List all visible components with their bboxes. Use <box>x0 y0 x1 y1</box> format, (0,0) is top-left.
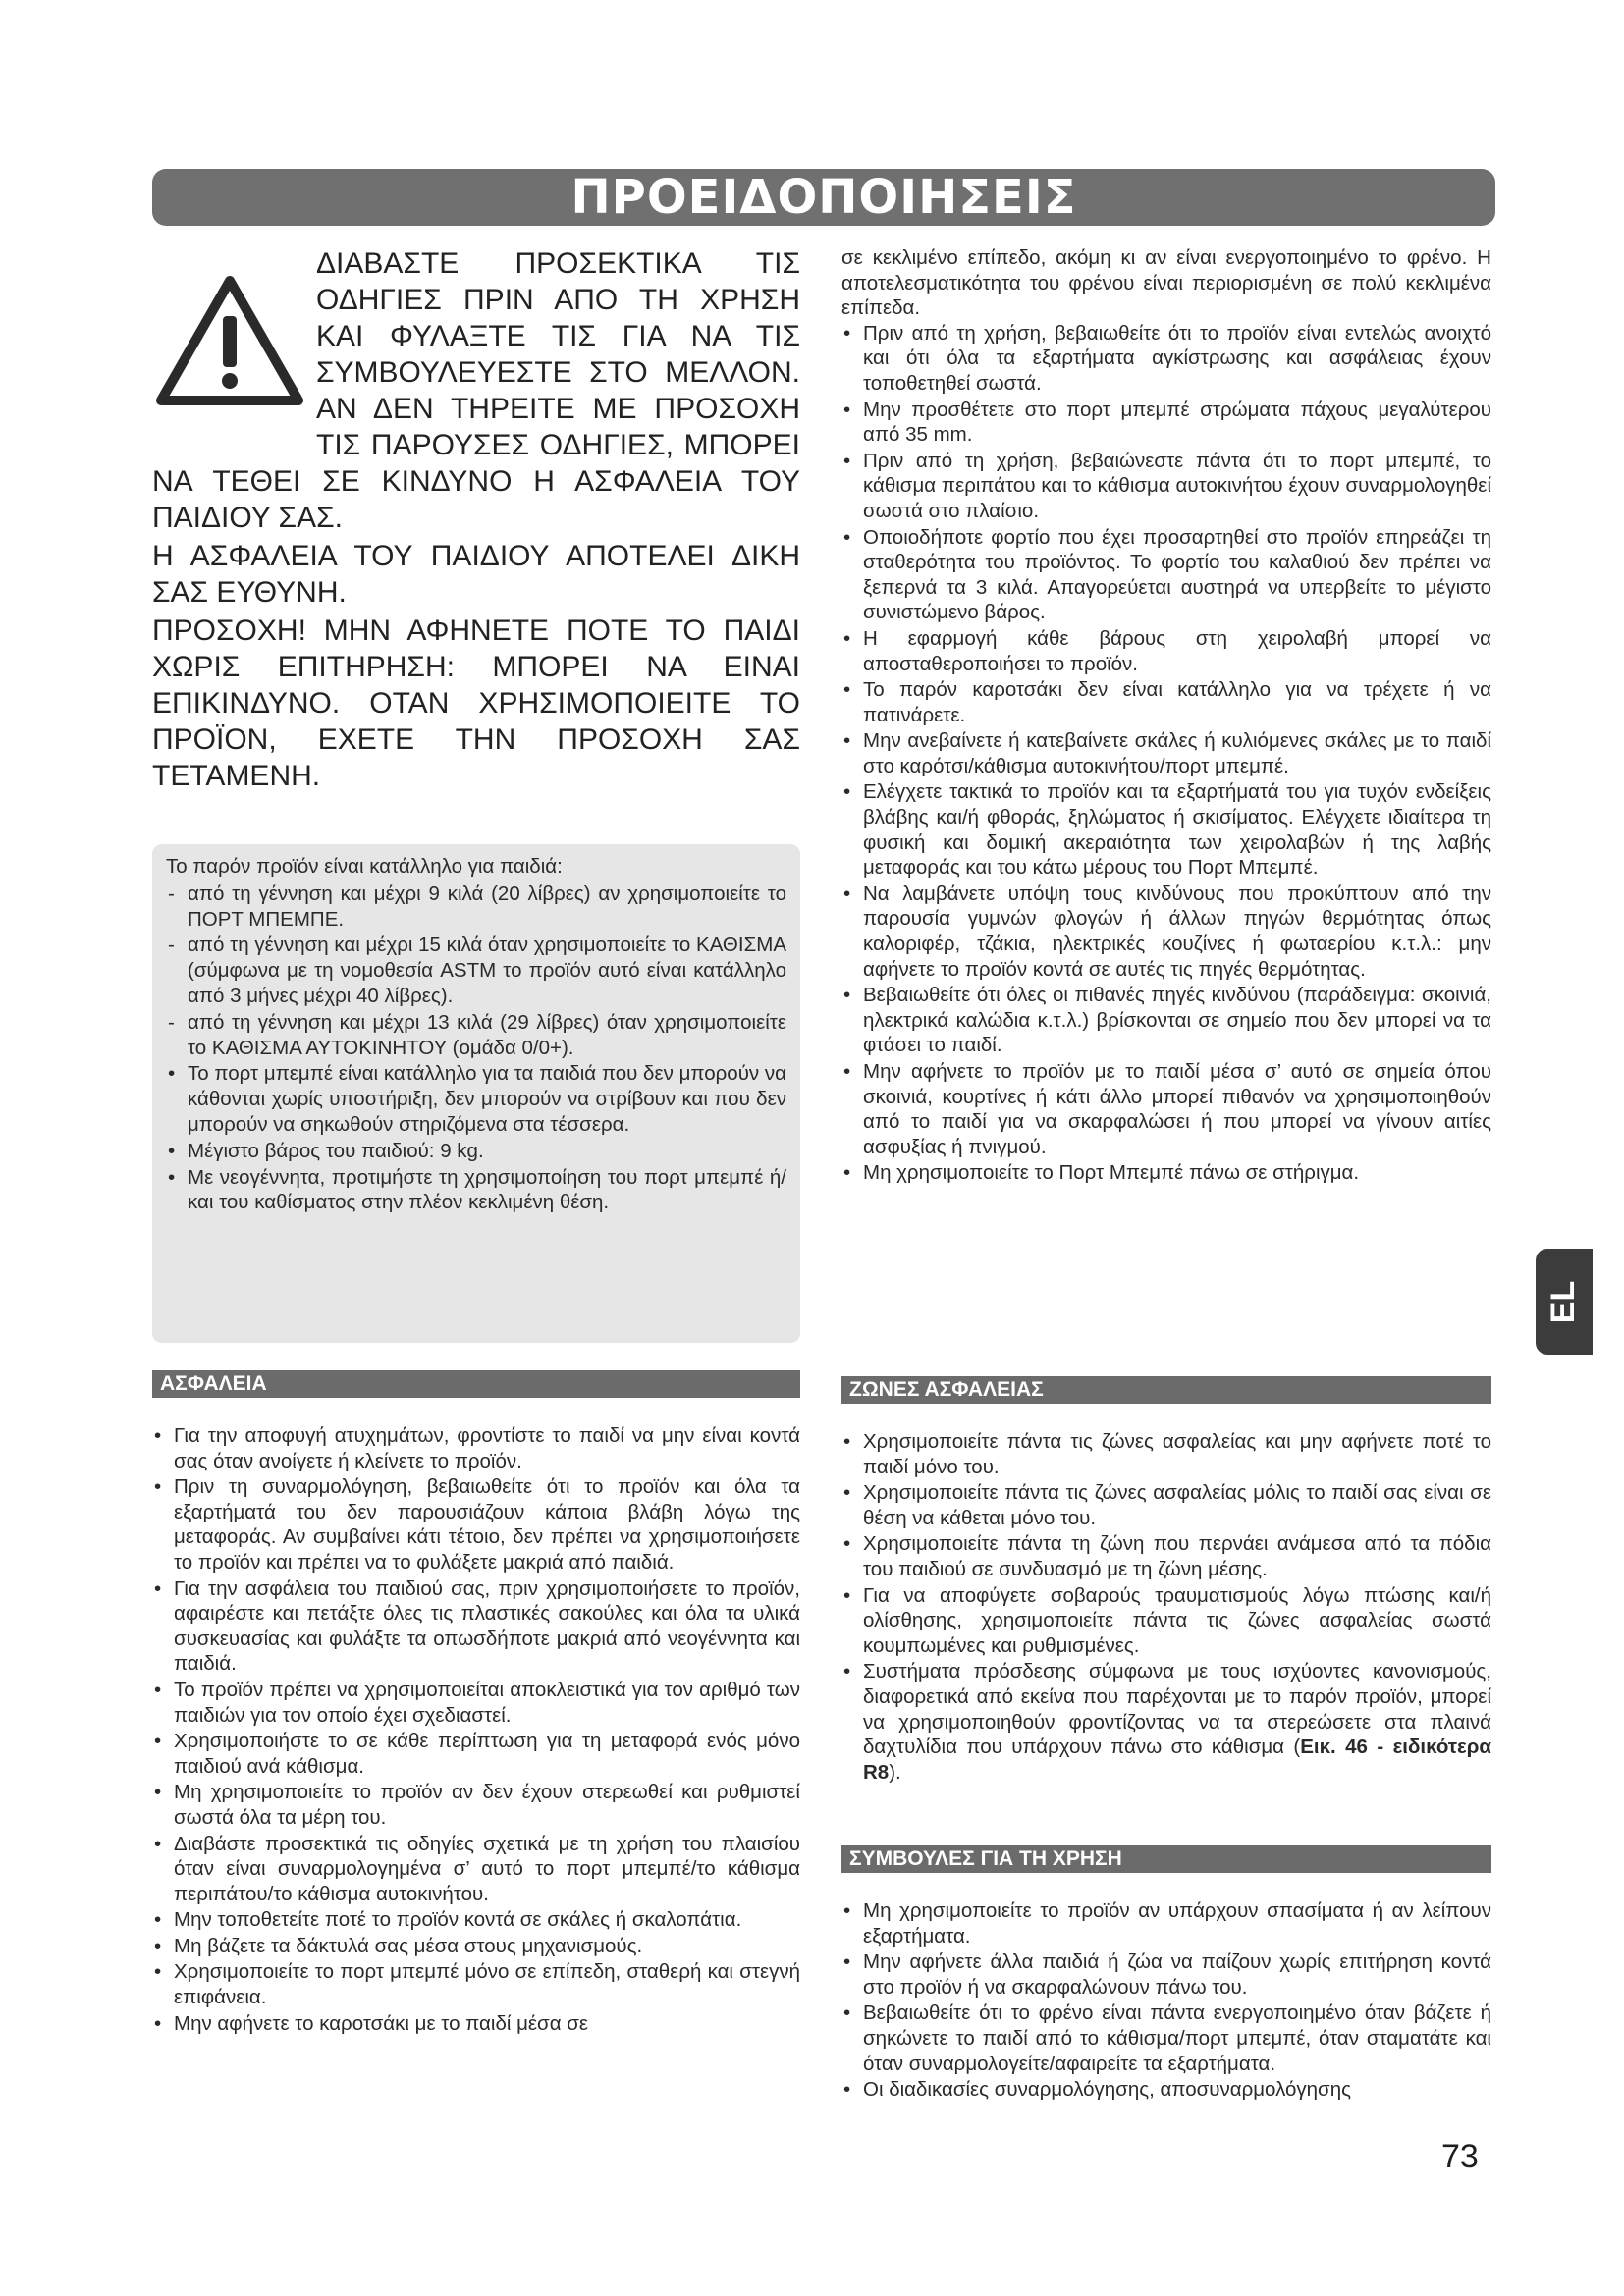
list-item: • Μη χρησιμοποιείτε το προϊόν αν υπάρχουν σπασίματα ή αν λείπουν εξαρτήματα. <box>843 1899 1491 1948</box>
list-item: • Διαβάστε προσεκτικά τις οδηγίες σχετικά με τη χρήση του πλαισίου όταν είναι συναρμολογημένα σ’ αυτό το πορτ μπεμπέ/το κάθισμα περιπάτου/το κάθισμα αυτοκινήτου. <box>154 1832 800 1905</box>
list-item: - από τη γέννηση και μέχρι 15 κιλά όταν χρησιμοποιείτε το ΚΑΘΙΣΜΑ (σύμφωνα με τη νομοθεσία ASTM το προϊόν αυτό είναι κατάλληλο από 3 μήνες μέχρι 40 λίβρες). <box>168 934 786 1007</box>
warning-paragraph: ΠΡΟΣΟΧΗ! ΜΗΝ ΑΦΗΝΕΤΕ ΠΟΤΕ ΤΟ ΠΑΙΔΙ ΧΩΡΙΣ ΕΠΙΤΗΡΗΣΗ: ΜΠΟΡΕΙ ΝΑ ΕΙΝΑΙ ΕΠΙΚΙΝΔΥΝΟ. ΟΤΑΝ ΧΡΗΣΙΜΟΠΟΙΕΙΤΕ ΤΟ ΠΡΟΪΟΝ, ΕΧΕΤΕ ΤΗΝ ΠΡΟΣΟΧΗ ΣΑΣ ΤΕΤΑΜΕΝΗ. <box>152 614 800 792</box>
right-top-column <box>841 245 1491 1187</box>
list-item: • Το παρόν καροτσάκι δεν είναι κατάλληλο για να τρέχετε ή να πατινάρετε. <box>843 678 1491 726</box>
language-tab <box>1536 1249 1593 1355</box>
list-item: - από τη γέννηση και μέχρι 9 κιλά (20 λίβρες) αν χρησιμοποιείτε το ΠΟΡΤ ΜΠΕΜΠΕ. <box>168 881 786 931</box>
list-item: • Μέγιστο βάρος του παιδιού: 9 kg. <box>168 1139 484 1162</box>
list-item: • Βεβαιωθείτε ότι όλες οι πιθανές πηγές κινδύνου (παράδειγμα: σκοινιά, ηλεκτρικά καλώδια κ.τ.λ.) βρίσκονται σε σημείο που δεν μπορεί να τα φτάσει το παιδί. <box>843 984 1491 1057</box>
language-code: EL <box>1544 1280 1583 1323</box>
list-item: - από τη γέννηση και μέχρι 13 κιλά (29 λίβρες) όταν χρησιμοποιείτε το ΚΑΘΙΣΜΑ ΑΥΤΟΚΙΝΗΤΟΥ (ομάδα 0/0+). <box>168 1010 786 1059</box>
list-item: • Χρησιμοποιείτε πάντα τη ζώνη που περνάει ανάμεσα από τα πόδια του παιδιού σε συνδυασμό με τη ζώνη μέσης. <box>843 1532 1491 1580</box>
list-item: • Μην αφήνετε άλλα παιδιά ή ζώα να παίζουν χωρίς επιτήρηση κοντά στο προϊόν ή να σκαρφαλώνουν πάνω του. <box>843 1950 1491 1999</box>
list-item: • Το προϊόν πρέπει να χρησιμοποιείται αποκλειστικά για τον αριθμό των παιδιών για τον οποίο έχει σχεδιαστεί. <box>154 1678 800 1727</box>
page-number: 73 <box>1441 2138 1479 2175</box>
list-item: • Συστήματα πρόσδεσης σύμφωνα με τους ισχύοντες κανονισμούς, διαφορετικά από εκείνα που παρέχονται με το παρόν προϊόν, μπορεί να χρησιμοποιηθούν φροντίζοντας να τα στερεώσετε στα πλαινά δαχτυλίδια που υπάρχουν πάνω στο κάθισμα (Εικ. 46 - ειδικότερα R8). <box>843 1660 1491 1784</box>
note-lead: Το παρόν προϊόν είναι κατάλληλο για παιδιά: <box>166 855 563 878</box>
list-item: • Ελέγχετε τακτικά το προϊόν και τα εξαρτήματά του για τυχόν ενδείξεις βλάβης και/ή φθοράς, ξηλώματος ή σκισίματος. Ελέγχετε ιδιαίτερα τη φυσική και δομική ακεραιότητα των χειρολαβών ή της λαβής μεταφοράς και του κάτω μέρους του Πορτ Μπεμπέ. <box>843 780 1491 880</box>
suitability-note-box <box>152 844 800 1343</box>
list-item: • Μην προσθέτετε στο πορτ μπεμπέ στρώματα πάχους μεγαλύτερου από 35 mm. <box>843 398 1491 447</box>
list-item: • Βεβαιωθείτε ότι το φρένο είναι πάντα ενεργοποιημένο όταν βάζετε ή σηκώνετε το παιδί από το κάθισμα/πορτ μπεμπέ, όταν σταματάτε και όταν συναρμολογείτε/αφαιρείτε τα εξαρτήματα. <box>843 2002 1491 2075</box>
list-item: • Μην τοποθετείτε ποτέ το προϊόν κοντά σε σκάλες ή σκαλοπάτια. <box>154 1908 742 1932</box>
list-item: • Χρησιμοποιείτε πάντα τις ζώνες ασφαλείας μόλις το παιδί σας είναι σε θέση να κάθεται μόνο του. <box>843 1481 1491 1529</box>
warning-paragraph: ΔΙΑΒΑΣΤΕ ΠΡΟΣΕΚΤΙΚΑ ΤΙΣ ΟΔΗΓΙΕΣ ΠΡΙΝ ΑΠΟ ΤΗ ΧΡΗΣΗ ΚΑΙ ΦΥΛΑΞΤΕ ΤΙΣ ΓΙΑ ΝΑ ΤΙΣ ΣΥΜΒΟΥΛΕΥΕΣΤΕ ΣΤΟ ΜΕΛΛΟΝ. ΑΝ ΔΕΝ ΤΗΡΕΙΤΕ ΜΕ ΠΡΟΣΟΧΗ ΤΙΣ ΠΑΡΟΥΣΕΣ ΟΔΗΓΙΕΣ, ΜΠΟΡΕΙ ΝΑ ΤΕΘΕΙ ΣΕ ΚΙΝΔΥΝΟ Η ΑΣΦΑΛΕΙΑ ΤΟΥ ΠΑΙΔΙΟΥ ΣΑΣ. <box>152 247 800 534</box>
list-item: • Πριν από τη χρήση, βεβαιώνεστε πάντα ότι το πορτ μπεμπέ, το κάθισμα περιπάτου και το κάθισμα αυτοκινήτου έχουν συναρμολογηθεί σωστά στο πλαίσιο. <box>843 449 1491 522</box>
list-item: • Για την αποφυγή ατυχημάτων, φροντίστε το παιδί να μην είναι κοντά σας όταν ανοίγετε ή κλείνετε το προϊόν. <box>154 1424 800 1472</box>
list-item: • Μην ανεβαίνετε ή κατεβαίνετε σκάλες ή κυλιόμενες σκάλες με το παιδί στο καρότσι/κάθισμα αυτοκινήτου/πορτ μπεμπέ. <box>843 729 1491 777</box>
safety-list <box>152 1423 800 2037</box>
list-item: • Μη χρησιμοποιείτε το Πορτ Μπεμπέ πάνω σε στήριγμα. <box>843 1161 1360 1185</box>
list-item: • Χρησιμοποιείτε πάντα τις ζώνες ασφαλείας και μην αφήνετε ποτέ το παιδί μόνο του. <box>843 1430 1491 1478</box>
list-item: • Μην αφήνετε το καροτσάκι με το παιδί μέσα σε <box>154 2011 589 2035</box>
list-item: • Με νεογέννητα, προτιμήστε τη χρησιμοποίηση του πορτ μπεμπέ ή/και του καθίσματος στην πλέον κεκλιμένη θέση. <box>168 1165 786 1214</box>
list-item: • Μην αφήνετε το προϊόν με το παιδί μέσα σ’ αυτό σε σημεία όπου σκοινιά, κουρτίνες ή κάτι άλλο μπορεί πιθανόν να χρησιμοποιηθούν από το παιδί για να σκαρφαλώσει ή που μπορεί να γίνουν αιτίες ασφυξίας ή πνιγμού. <box>843 1060 1491 1158</box>
warning-paragraph: Η ΑΣΦΑΛΕΙΑ ΤΟΥ ΠΑΙΔΙΟΥ ΑΠΟΤΕΛΕΙ ΔΙΚΗ ΣΑΣ ΕΥΘΥΝΗ. <box>152 540 800 609</box>
list-item: • Μη χρησιμοποιείτε το προϊόν αν δεν έχουν στερεωθεί και ρυθμιστεί σωστά όλα τα μέρη του. <box>154 1781 800 1829</box>
safety-heading: ΑΣΦΑΛΕΙΑ <box>152 1370 800 1398</box>
figure-reference: Εικ. 46 - ειδικότερα R8 <box>863 1735 1491 1784</box>
list-item: • Η εφαρμογή κάθε βάρους στη χειρολαβή μπορεί να αποσταθεροποιήσει το προϊόν. <box>843 626 1491 675</box>
page-title: ΠΡΟΕΙΔΟΠΟΙΗΣΕΙΣ <box>570 170 1077 225</box>
list-item: • Χρησιμοποιείτε το πορτ μπεμπέ μόνο σε επίπεδη, σταθερή και στεγνή επιφάνεια. <box>154 1960 800 2009</box>
list-item: • Το πορτ μπεμπέ είναι κατάλληλο για τα παιδιά που δεν μπορούν να κάθονται χωρίς υποστήριξη, δεν μπορούν να στρίβουν και που δεν μπορούν να σηκωθούν στηριζόμενα στα τέσσερα. <box>168 1062 786 1136</box>
list-item: • Μη βάζετε τα δάκτυλά σας μέσα στους μηχανισμούς. <box>154 1934 643 1957</box>
list-item: • Οι διαδικασίες συναρμολόγησης, αποσυναρμολόγησης <box>843 2078 1351 2102</box>
list-item: • Πριν τη συναρμολόγηση, βεβαιωθείτε ότι το προϊόν και όλα τα εξαρτήματά του δεν παρουσιάζουν κάποια βλάβη λόγω της μεταφοράς. Αν συμβαίνει κάτι τέτοιο, δεν πρέπει να χρησιμοποιήσετε το προϊόν και πρέπει να το φυλάξετε μακριά από παιδιά. <box>154 1475 800 1574</box>
title-banner <box>152 169 1495 226</box>
usage-heading: ΣΥΜΒΟΥΛΕΣ ΓΙΑ ΤΗ ΧΡΗΣΗ <box>841 1845 1491 1873</box>
list-item: • Για την ασφάλεια του παιδιού σας, πριν χρησιμοποιήσετε το προϊόν, αφαιρέστε και πετάξτε όλες τις πλαστικές σακούλες και όλα τα υλικά συσκευασίας και φυλάξτε τα οπωσδήποτε μακριά από νεογέννητα και παιδιά. <box>154 1576 800 1676</box>
list-item: • Πριν από τη χρήση, βεβαιωθείτε ότι το προϊόν είναι εντελώς ανοιχτό και ότι όλα τα εξαρτήματα αγκίστρωσης και ασφάλειας έχουν τοποθετηθεί σωστά. <box>843 321 1491 395</box>
list-item: • Για να αποφύγετε σοβαρούς τραυματισμούς λόγω πτώσης και/ή ολίσθησης, χρησιμοποιείτε πάντα τις ζώνες ασφαλείας σωστά κουμπωμένες και ρυθμισμένες. <box>843 1583 1491 1657</box>
list-item: • Οποιοδήποτε φορτίο που έχει προσαρτηθεί στο προϊόν επηρεάζει τη σταθερότητα του προϊόντος. Το φορτίο του καλαθιού δεν πρέπει να ξεπερνά τα 3 κιλά. Απαγορεύεται αυστηρά να υπερβείτε το μέγιστο συνιστώμενο βάρος. <box>843 525 1491 624</box>
belts-list <box>841 1429 1491 1786</box>
warning-text <box>152 245 800 796</box>
list-item: • Να λαμβάνετε υπόψη τους κινδύνους που προκύπτουν από την παρουσία γυμνών φλογών ή άλλων πηγών θερμότητας όπως καλοριφέρ, τζάκια, ηλεκτρικές κουζίνες ή φωταερίου κ.τ.λ.: μην αφήνετε το προϊόν κοντά σε αυτές τις πηγές θερμότητας. <box>843 881 1491 981</box>
continuation-text: σε κεκλιμένο επίπεδο, ακόμη κι αν είναι ενεργοποιημένο το φρένο. Η αποτελεσματικότητα του φρένου είναι περιορισμένη σε πολύ κεκλιμένα επίπεδα. <box>841 246 1491 320</box>
belts-heading: ΖΩΝΕΣ ΑΣΦΑΛΕΙΑΣ <box>841 1376 1491 1404</box>
list-item: • Χρησιμοποιήστε το σε κάθε περίπτωση για τη μεταφορά ενός μόνο παιδιού ανά κάθισμα. <box>154 1730 800 1778</box>
usage-list <box>841 1898 1491 2104</box>
